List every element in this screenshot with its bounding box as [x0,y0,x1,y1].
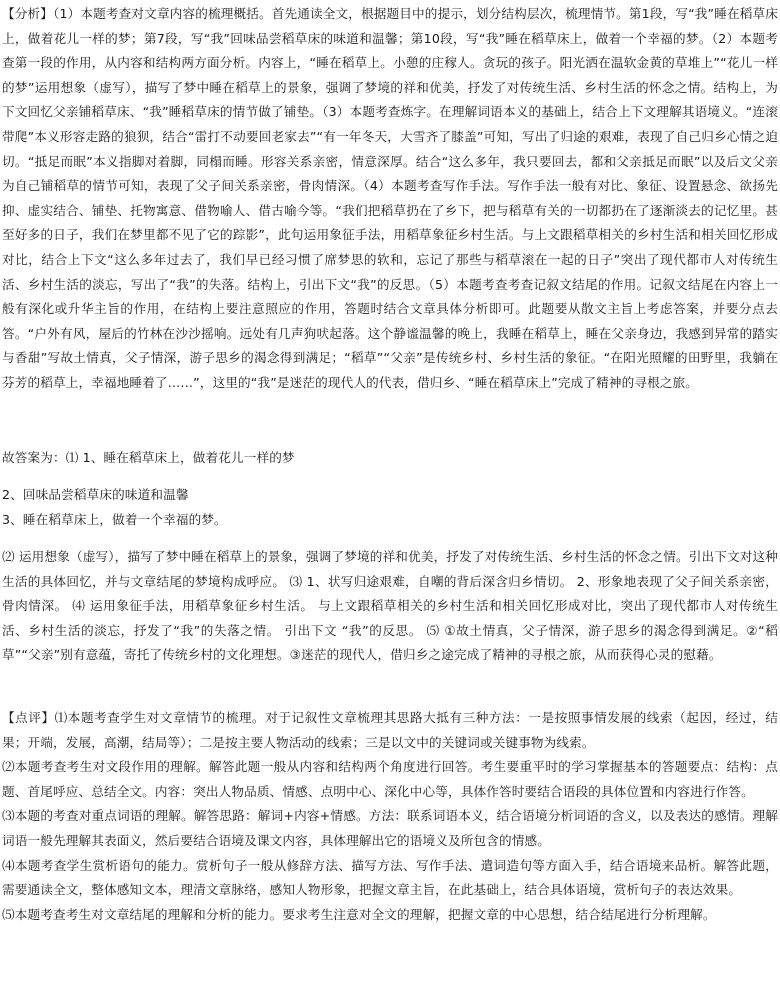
answer-item-2: 2、回味品尝稻草床的味道和温馨 [2,487,189,502]
comment-section: 【点评】⑴本题考查学生对文章情节的梳理。对于记叙性文章梳理其思路大抵有三种方法：一是按照事情发展的线索（起因，经过，结果；开端，发展，高潮，结局等）；二是按主要人物活动的线索；三是以文中的关键词或关键事物为线索。 ⑵本题考查考生对文段作用的理解。解答此题一般从内容和结构两个角度进行回答。考生要重平时的学习掌握基本的答题要点：结构：点题、首尾呼应、总结全文。内容：突出人物品质、情感、点明中心、深化中心等，具体作答时要结合语段的具体位置和内容进行作答。 ⑶本题的考查对重点词语的理解。解答思路：解词+内容+情感。方法：联系词语本义，结合语境分析词语的含义，以及表达的感情。理解词语一般先理解其表面义，然后要结合语境及课文内容，具体理解出它的语境义及所包含的情感。 ⑷本题考查学生赏析语句的能力。赏析句子一般从修辞方法、描写方法、写作手法、遣词造句等方面入手，结合语境来品析。解答此题，需要通读全文，整体感知文本，理清文章脉络，感知人物形象，把握文章主旨，在此基础上，结合具体语境，赏析句子的表达效果。 ⑸本题考查考生对文章结尾的理解和分析的能力。要求考生注意对全文的理解，把握文章的中心思想，结合结尾进行分析理解。 [2,710,778,922]
answer-heading: 故答案为：⑴ 1、睡在稻草床上，做着花儿一样的梦 [2,450,295,465]
analysis-section: 【分析】（1）本题考查对文章内容的梳理概括。首先通读全文，根据题目中的提示，划分结构层次，梳理情节。第1段，写“我”睡在稻草床上，做着花儿一样的梦；第7段，写“我”回味品尝稻草床的味道和温馨；第10段，写“我”睡在稻草床上，做着一个幸福的梦。（2）本题考查第一段的作用，从内容和结构两方面分析。内容上，“睡在稻草上。小憩的庄稼人。贪玩的孩子。阳光洒在温软金黄的草堆上”“花儿一样的梦”运用想象（虚写），描写了梦中睡在稻草上的景象，强调了梦境的祥和优美，抒发了对传统生活、乡村生活的怀念之情。结构上，为下文回忆父亲铺稻草床、“我”睡稻草床的情节做了铺垫。（3）本题考查炼字。在理解词语本义的基础上，结合上下文理解其语境义。“连滚带爬”本义形容走路的狼狈，结合“雷打不动要回老家去”“有一年冬天，大雪齐了膝盖”可知，写出了归途的艰难，表现了自己归乡心情之迫切。“抵足而眠”本义指脚对着脚，同榻而睡。形容关系亲密，情意深厚。结合“这么多年，我只要回去，都和父亲抵足而眠”以及后文父亲为自己铺稻草的情节可知，表现了父子间关系亲密，骨肉情深。（4）本题考查写作手法。写作手法一般有对比、象征、设置悬念、欲扬先抑、虚实结合、铺垫、托物寓意、借物喻人、借古喻今等。“我们把稻草扔在了乡下，把与稻草有关的一切都扔在了逐渐淡去的记忆里。甚至好多的日子，我们在梦里都不见了它的踪影”，此句运用象征手法，用稻草象征乡村生活。与上文跟稻草相关的乡村生活和相关回忆形成对比，结合上下文“这么多年过去了，我们早已经习惯了席梦思的软和，忘记了那些与稻草滚在一起的日子”突出了现代都市人对传统生活、乡村生活的淡忘，写出了“我”的失落。结构上，引出下文“我”的反思。（5）本题考查考查记叙文结尾的作用。记叙文结尾在内容上一般有深化或升华主旨的作用，在结构上要注意照应的作用，答题时结合文章具体分析即可。此题要从散文主旨上考虑答案，并要分点去答。“户外有风，屋后的竹林在沙沙摇响。远处有几声狗吠起落。这个静谧温馨的晚上，我睡在稻草上，睡在父亲身边，我感到异常的踏实与香甜”写故土情真，父子情深，游子思乡的渴念得到满足；“稻草”“父亲”是传统乡村、乡村生活的象征。“在阳光照耀的田野里，我躺在芬芳的稻草上，幸福地睡着了……”，这里的“我”是迷茫的现代人的代表，借归乡、“睡在稻草床上”完成了精神的寻根之旅。 [2,6,778,390]
answer-item-3: 3、睡在稻草床上，做着一个幸福的梦。 [2,511,227,527]
answer-details: ⑵ 运用想象（虚写），描写了梦中睡在稻草上的景象，强调了梦境的祥和优美，抒发了对传统生活、乡村生活的怀念之情。引出下文对这种生活的具体回忆，并与文章结尾的梦境构成呼应。 ⑶ 1、状写归途艰难，自嘲的背后深含归乡情切。 2、形象地表现了父子间关系亲密，骨肉情深。 ⑷ 运用象征手法，用稻草象征乡村生活。 与上文跟稻草相关的乡村生活和相关回忆形成对比，突出了现代都市人对传统生活、乡村生活的淡忘，抒发了“我”的失落之情。 引出下文 “我”的反思。 ⑸ ①故土情真，父子情深，游子思乡的渴念得到满足。②“稻草”“父亲”别有意蕴，寄托了传统乡村的文化理想。③迷茫的现代人，借归乡之途完成了精神的寻根之旅，从而获得心灵的慰藉。 [2,549,778,663]
answer-list [2,483,778,532]
